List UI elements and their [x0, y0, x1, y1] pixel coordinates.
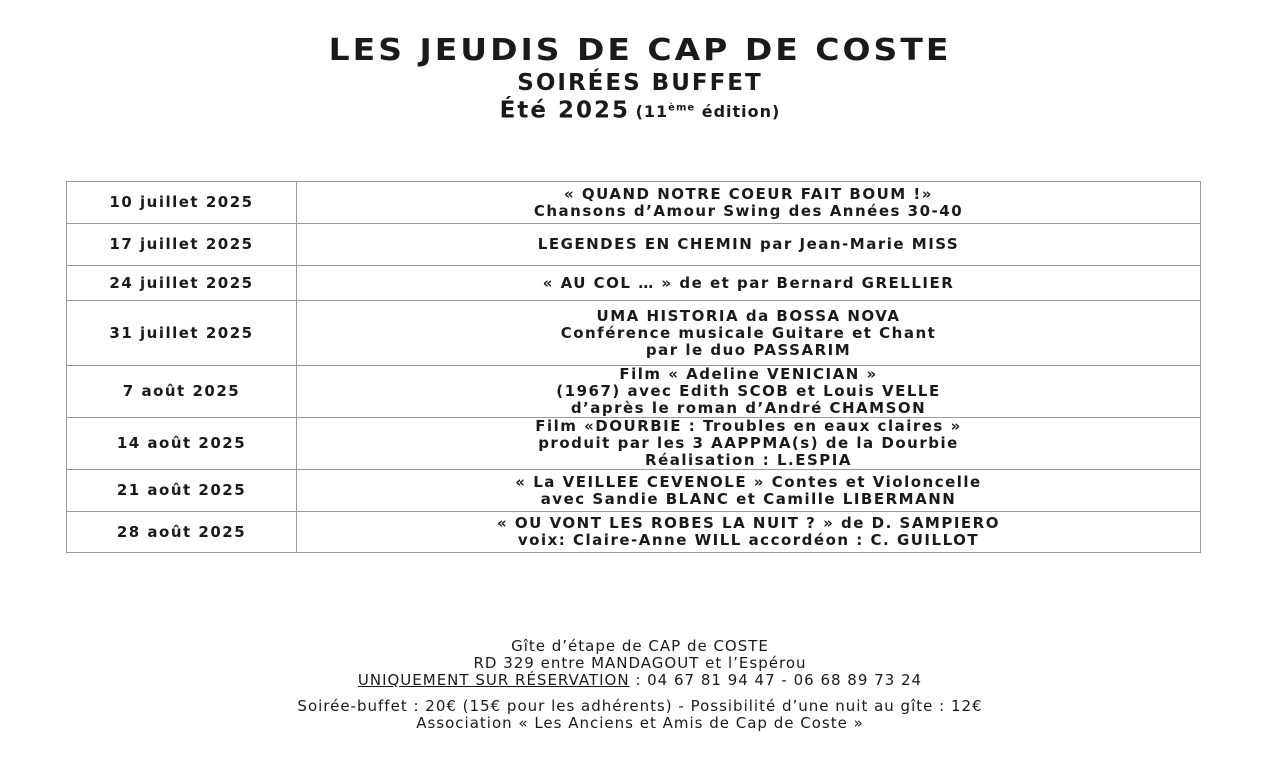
reservation-line [0, 672, 1280, 689]
edition-close: édition) [695, 102, 781, 122]
event-line: « La VEILLEE CEVENOLE » Contes et Violoncelle [515, 472, 982, 491]
event-line: UMA HISTORIA da BOSSA NOVA [596, 306, 901, 325]
pricing-block [0, 698, 1280, 732]
venue-road: RD 329 entre MANDAGOUT et l’Espérou [473, 654, 807, 672]
table-row [67, 366, 1201, 418]
event-line: produit par les 3 AAPPMA(s) de la Dourbie [538, 434, 959, 452]
event-details [297, 470, 1201, 512]
event-line: (1967) avec Edith SCOB et Louis VELLE [556, 382, 941, 400]
event-line: par le duo PASSARIM [645, 340, 852, 359]
event-line: Chansons d’Amour Swing des Années 30-40 [533, 201, 964, 220]
event-details [297, 266, 1201, 301]
event-date: 28 août 2025 [67, 512, 297, 553]
event-line: d’après le roman d’André CHAMSON [570, 399, 927, 417]
reservation-phones: : 04 67 81 94 47 - 06 68 89 73 24 [629, 671, 923, 689]
event-details [297, 366, 1201, 418]
event-details [297, 418, 1201, 470]
event-details [297, 224, 1201, 266]
event-line: voix: Claire-Anne WILL accordéon : C. GUILLOT [517, 531, 980, 549]
association-name: Association « Les Anciens et Amis de Cap de Coste » [416, 714, 864, 732]
event-line: LEGENDES EN CHEMIN par Jean-Marie MISS [537, 235, 960, 253]
event-date: 10 juillet 2025 [67, 182, 297, 224]
poster-subtitle: SOIRÉES BUFFET [517, 70, 763, 96]
edition-line [0, 96, 1280, 125]
event-date: 17 juillet 2025 [67, 224, 297, 266]
event-line: Réalisation : L.ESPIA [645, 451, 852, 469]
event-details [297, 301, 1201, 366]
event-date: 21 août 2025 [67, 470, 297, 512]
table-row [67, 266, 1201, 301]
poster-footer [0, 638, 1280, 732]
venue-name: Gîte d’étape de CAP de COSTE [511, 637, 769, 655]
schedule-table [66, 181, 1201, 553]
edition-open: (11 [635, 102, 669, 122]
table-row [67, 301, 1201, 366]
reservation-label: UNIQUEMENT SUR RÉSERVATION [357, 671, 630, 689]
event-line: Conférence musicale Guitare et Chant [560, 323, 937, 342]
event-line: Film « Adeline VENICIAN » [619, 365, 878, 383]
event-details [297, 182, 1201, 224]
event-date: 31 juillet 2025 [67, 301, 297, 366]
event-date: 7 août 2025 [67, 366, 297, 418]
edition-note [636, 102, 781, 121]
event-details [297, 512, 1201, 553]
event-date: 14 août 2025 [67, 418, 297, 470]
event-date: 24 juillet 2025 [67, 266, 297, 301]
poster-header [0, 30, 1280, 125]
event-line: « QUAND NOTRE COEUR FAIT BOUM !» [564, 184, 933, 203]
event-line: « OU VONT LES ROBES LA NUIT ? » de D. SAMPIERO [497, 514, 1000, 532]
table-row [67, 182, 1201, 224]
table-row [67, 512, 1201, 553]
table-row [67, 418, 1201, 470]
event-line: avec Sandie BLANC et Camille LIBERMANN [540, 489, 957, 508]
event-line: « AU COL … » de et par Bernard GRELLIER [542, 273, 955, 292]
edition-sup: ème [668, 103, 696, 114]
table-row [67, 470, 1201, 512]
poster-title: LES JEUDIS DE CAP DE COSTE [328, 31, 952, 68]
pricing-text: Soirée-buffet : 20€ (15€ pour les adhérents) - Possibilité d’une nuit au gîte : 12€ [297, 697, 983, 715]
edition-season: Été 2025 [499, 97, 630, 124]
table-row [67, 224, 1201, 266]
event-line: Film «DOURBIE : Troubles en eaux claires » [535, 417, 962, 435]
